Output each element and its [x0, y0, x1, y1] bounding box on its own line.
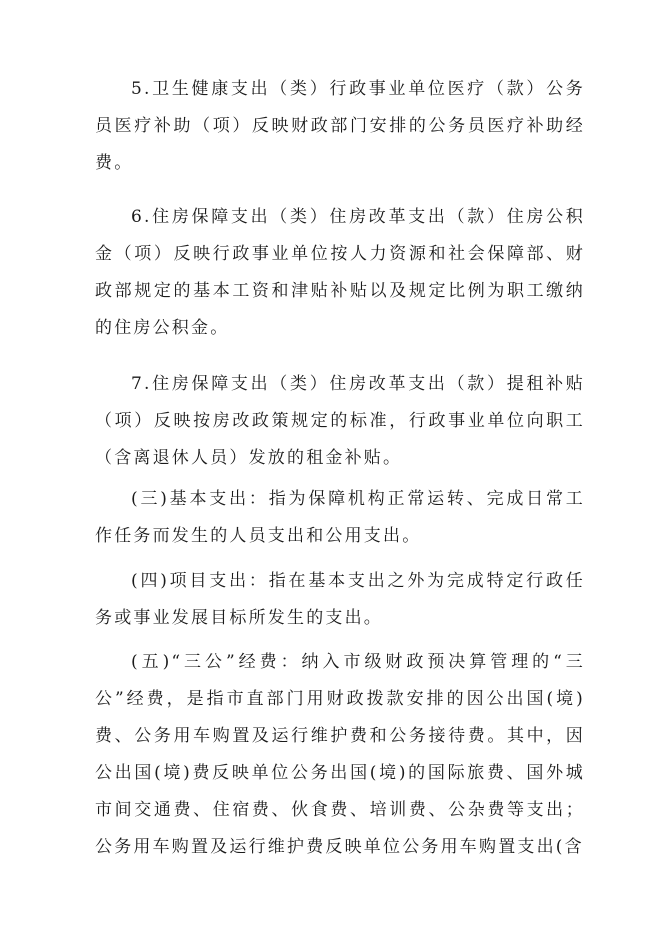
- paragraph-project-expenditure: (四)项目支出：指在基本支出之外为完成特定行政任务或事业发展目标所发生的支出。: [95, 571, 585, 628]
- paragraph-housing-fund: 6.住房保障支出（类）住房改革支出（款）住房公积金（项）反映行政事业单位按人力资源和社会保障部、财政部规定的基本工资和津贴补贴以及规定比例为职工缴纳的住房公积金。: [95, 207, 585, 338]
- paragraph-basic-expenditure: (三)基本支出：指为保障机构正常运转、完成日常工作任务而发生的人员支出和公用支出。: [95, 489, 585, 546]
- paragraph-health-expenditure: 5.卫生健康支出（类）行政事业单位医疗（款）公务员医疗补助（项）反映财政部门安排的公务员医疗补助经费。: [95, 79, 585, 173]
- paragraph-rent-subsidy: 7.住房保障支出（类）住房改革支出（款）提租补贴（项）反映按房改政策规定的标准，行政事业单位向职工（含离退休人员）发放的租金补贴。: [95, 374, 585, 468]
- paragraph-three-public-expenses: (五)“三公”经费：纳入市级财政预决算管理的“三公”经费，是指市直部门用财政拨款安排的因公出国(境)费、公务用车购置及运行维护费和公务接待费。其中，因公出国(境)费反映单位公务出国(境)的国际旅费、国外城市间交通费、住宿费、伙食费、培训费、公杂费等支出；公务用车购置及运行维护费反映单位公务用车购置支出(含: [95, 652, 585, 857]
